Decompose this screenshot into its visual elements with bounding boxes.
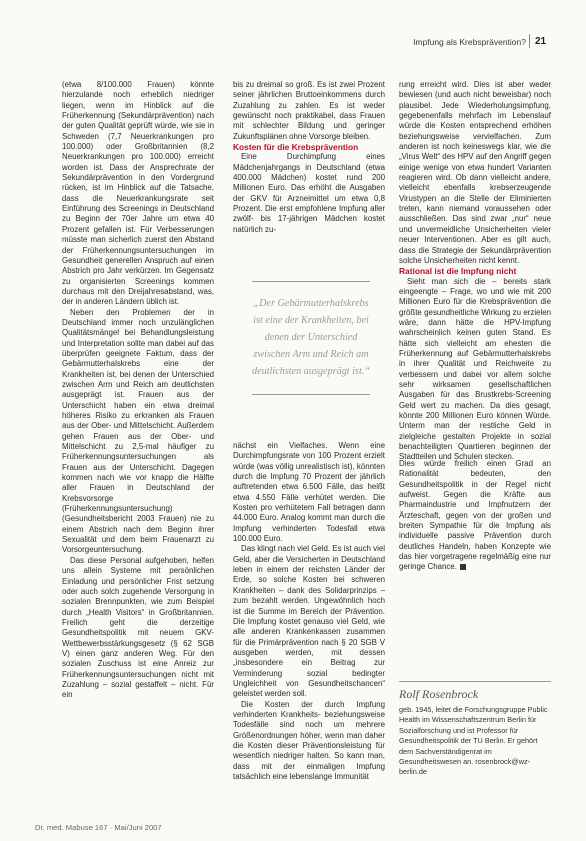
section-heading-costs: Kosten für die Krebsprävention xyxy=(233,142,359,153)
body-paragraph: bis zu dreimal so groß. Es ist zwei Prozent seiner jährlichen Bruttoeinkommens durch Zuzahlung zu zahlen. Es ist weder gewünscht noch praktikabel, dass Frauen mit schlechter Bildung und geringer Zukunftsplänen ohne Vorsorge bleiben. xyxy=(233,80,385,141)
header-divider xyxy=(529,34,530,48)
author-bio: geb. 1945, leitet die Forschungsgruppe Public Health im Wissenschaftszentrum Berlin für Sozialforschung und ist Professor für Gesundheitspolitik der TU Berlin. Er gehört dem Sachverständigenrat im Gesundheitswesen an. rosenbrock@wz-berlin.de xyxy=(399,705,548,777)
section-heading-rational: Rational ist die Impfung nicht xyxy=(399,266,517,277)
end-of-article-icon xyxy=(460,564,466,570)
closing-paragraph-text: Dies würde freilich einen Grad an Rationalität bedeuten, den Gesundheitspolitik in der Regel nicht aufweist. Gegen die Kräfte aus Pharmaindustrie und Impfnutzern der Ärzteschaft, gegen von der großen und breiten Sympathie für die Impfung als individuelle passive Prävention durch deutliches Handeln, haben Konzepte wie das hier vorgetragene regelmäßig eine nur geringe Chance. xyxy=(399,459,551,572)
pull-quote: „Der Gebärmutterhalskrebs ist eine der Krankheiten, bei denen der Unterschied zwischen Arm und Reich am deutlichsten ausgeprägt ist.“ xyxy=(252,281,370,395)
body-paragraph: Sieht man sich die – bereits stark eingeengte – Frage, wo und wie mit 200 Millionen Euro für die Krebsprävention die größte gesundheitliche Wirkung zu erzielen wäre, dann hätte die HPV-Impfung wahrscheinlich keinen guten Stand. Es hätte sich vielleicht am ehesten die Früherkennung auf Gebärmutterhalskrebs in ihrer Qualität und Reichweite zu verbessern und dabei vor allem solche sehr wirksamen gesellschaftlichen Ausgaben für das Brustkrebs-Screening Geld wert zu machen. Da dies gesagt, könnte 200 Millionen Euro können Würde. Unterm man der restliche Geld in zielgleiche gestalten Projekte in sozial benachteiligten Quartieren beginnen der Stadtteilen und Schulen stecken. xyxy=(399,276,551,462)
body-paragraph: Das klingt nach viel Geld. Es ist auch viel Geld, aber die Versicherten in Deutschland leben in einem der reichsten Länder der Erde, so solche Kosten bei schweren Krankheiten – dank des Solidarprinzips – zum bezahlt werden. Ungewöhnlich hoch ist die Summe im Bereich der Prävention. Die Impfung kostet genauso viel Geld, wie alle anderen Krankenkassen zusammen für die Primärprävention nach § 20 SGB V ausgeben werden, mit dessen „insbesondere ein Beitrag zur Verminderung sozial bedingter Ungleichheit von Gesundheitschancen“ geleistet werden soll. xyxy=(233,544,385,699)
page-footer: Dr. med. Mabuse 167 · Mai/Juni 2007 xyxy=(35,823,162,832)
body-paragraph: Das diese Personal aufgehoben, helfen uns allein Systeme mit persönlichen Einladung und persönlicher Frist setzung oder auch solch zugehende Versorgung in sozialen Brennpunkten, wie zum Beispiel durch „Health Visitors“ in Großbritannien. Freilich geht die derzeitige Gesundheitspolitik mit neuem GKV-Wettbewerbsstärkungsgesetz (§ 62 SGB V) einen ganz anderen Weg. Für den sozialen Zuschuss ist eine Anreiz zur Früherkennungsuntersuchungen nicht mit Zuzahlung – sozial gestaffelt – nicht. Für ein xyxy=(62,555,214,700)
article-column-3-bottom xyxy=(399,459,551,657)
author-divider xyxy=(399,681,551,682)
article-column-1 xyxy=(62,80,214,815)
article-column-2-top xyxy=(233,80,385,270)
page-number: 21 xyxy=(535,36,547,47)
article-column-3-top xyxy=(399,80,551,462)
running-head: Impfung als Krebsprävention? xyxy=(413,37,526,47)
article-column-2-bottom xyxy=(233,441,385,815)
body-paragraph xyxy=(399,459,551,573)
body-paragraph: Die Kosten der durch Impfung verhinderten Krankheits- beziehungsweise Todesfälle sind noch um mehrere Größenordnungen höher, wenn man daher die Kosten dieser Präventionsleistung für wesentlich niedriger halten. So kann man, dass mit der einmaligen Impfung tatsächlich eine lebenslange Immunität xyxy=(233,699,385,781)
body-paragraph: rung erreicht wird. Dies ist aber weder bewiesen (und auch nicht beweisbar) noch plausibel. Jede Wiederholungsimpfung, gegebenenfalls mehrfach im Lebenslauf würde die Kosten entsprechend erhöhen beziehungsweise vervielfachen. Zum anderen ist noch keineswegs klar, wie die „Virus Welt“ des HPV auf den Angriff gegen einige wenige von etwa hundert Varianten reagieren wird. Ob dann vielleicht andere, vielleicht ebenfalls krebserzeugende Virustypen an die Stelle der Eliminierten treten, kann niemand voraussehen oder ausschließen. Das sind zwar „nur“ neue und unvermeidliche Unsicherheiten vieler neuer Interventionen. Aber es gilt auch, dass die Strategie der Sekundärprävention solche Unsicherheiten nicht kennt. xyxy=(399,80,551,265)
body-paragraph: Neben den Problemen der in Deutschland immer noch unzulänglichen Qualitätsmängel bei Behandlungsleistung und Interpretation sollte man dabei auf das überprüfen geeignete Faktum, dass der Gebärmutterhalskrebs eine der Krankheiten ist, bei denen der Unterschied zwischen Arm und Reich am deutlichsten ausgeprägt ist. Frauen aus der Unterschicht haben ein etwa dreimal höheres Risiko zu erkranken als Frauen aus der Ober- und Mittelschicht. Außerdem gehen Frauen aus der Ober- und Mittelschicht zu 2,5-mal häufiger zu Früherkennungsuntersuchungen als Frauen aus der Unterschicht. Dagegen kommen nach wie vor knapp die Hälfte aller Frauen in Deutschland der Krebsvorsorge (Früherkennungsuntersuchung) (Gesundheitsbericht 2003 Frauen) nie zu einem Abstrich nach dem Beginn ihrer Sexualität und dem beim Frauenarzt zu Vorsorgeuntersuchung. xyxy=(62,307,214,555)
author-name: Rolf Rosenbrock xyxy=(399,687,479,701)
body-paragraph: nächst ein Vielfaches. Wenn eine Durchimpfungsrate von 100 Prozent erzielt würde (was völlig unrealistisch ist), könnten durch die Impfung 70 Prozent der jährlich auftretenden etwa 6.500 Fälle, das heißt etwa 4.550 Fälle verhütet werden. Die Kosten pro verhütetem Fall betragen dann 44.000 Euro. Analog kommt man durch die Impfung verhinderten Todesfall etwa 100.000 Euro. xyxy=(233,441,385,544)
body-paragraph: (etwa 8/100.000 Frauen) könnte hierzulande noch erheblich niedriger liegen, wenn im Hinblick auf die Früherkennung (Sekundärprävention) nach der guten Qualität geprüft würde, wie sie in Schweden (7,7 Neuerkrankungen pro 100.000) oder Großbritannien (8,2 Neuerkrankungen pro 100.000) erreicht worden ist. Dass der Ansprechrate der Sekundärprävention in den Vordergrund rücken, ist im Hinblick auf die Tatsache, dass die Neuerkrankungsrate seit Einführung des Screenings in Deutschland zu Beginn der 70er Jahre um etwa 40 Prozent gefallen ist. Für Verbesserungen müsste man sicherlich zuerst den Abstand der Früherkennungsuntersuchungen im Gesundheit generellen Anspruch auf einen Abstrich pro Jahr verkürzen. Im Gegensatz zu organisierten Screenings kommen durchaus mit den Dreijahresabstand, was, der in anderen Ländern üblich ist. xyxy=(62,80,214,307)
body-paragraph: Eine Durchimpfung eines Mädchenjahrgangs in Deutschland (etwa 400.000 Mädchen) kostet rund 200 Millionen Euro. Das erhöht die Ausgaben der GKV für Arzneimittel um etwa 0,8 Prozent. Die erst empfohlene Impfung aller zwölf- bis 17-jährigen Mädchen kostet natürlich zu- xyxy=(233,152,385,234)
